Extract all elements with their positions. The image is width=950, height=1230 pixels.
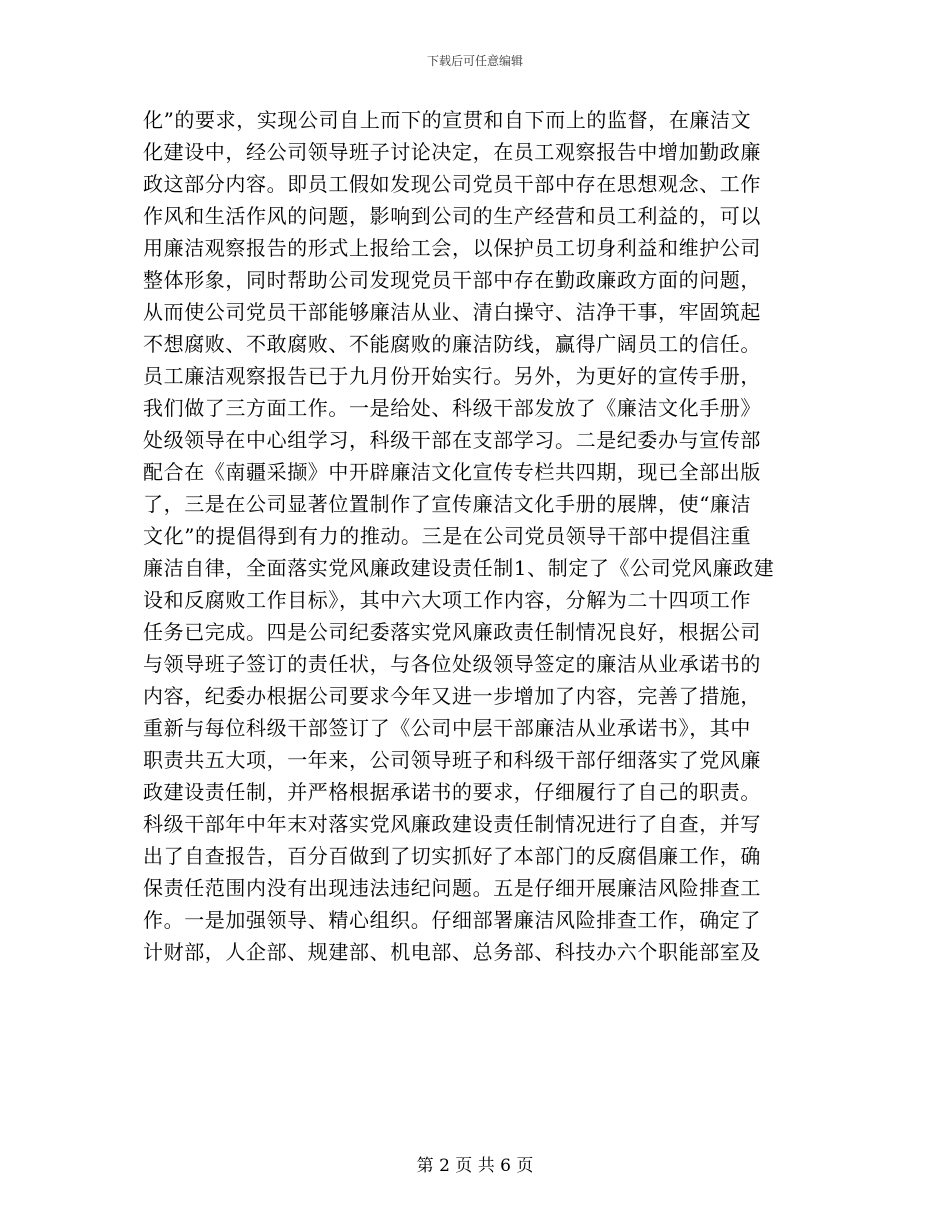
header-note: 下载后可任意编辑: [426, 54, 523, 68]
body-line: 作。一是加强领导、精心组织。仔细部署廉洁风险排查工作，确定了: [143, 908, 761, 932]
body-line: 员工廉洁观察报告已于九月份开始实行。另外，为更好的宣传手册，: [143, 364, 761, 388]
document-body: [143, 104, 813, 968]
body-line: 计财部，人企部、规建部、机电部、总务部、科技办六个职能部室及: [143, 940, 761, 964]
body-line: 配合在《南疆采撷》中开辟廉洁文化宣传专栏共四期，现已全部出版: [143, 460, 761, 484]
body-line: 了，三是在公司显著位置制作了宣传廉洁文化手册的展牌，使“廉洁: [143, 492, 752, 516]
page-number: 第 2 页 共 6 页: [416, 1156, 534, 1176]
body-line: 任务已完成。四是公司纪委落实党风廉政责任制情况良好，根据公司: [143, 620, 761, 644]
body-line: 不想腐败、不敢腐败、不能腐败的廉洁防线，赢得广阔员工的信任。: [143, 332, 761, 356]
body-line: 与领导班子签订的责任状，与各位处级领导签定的廉洁从业承诺书的: [143, 652, 761, 676]
body-line: 重新与每位科级干部签订了《公司中层干部廉洁从业承诺书》，其中: [143, 716, 751, 740]
body-line: 化”的要求，实现公司自上而下的宣贯和自下而上的监督，在廉洁文: [143, 108, 752, 132]
body-line: 设和反腐败工作目标》，其中六大项工作内容，分解为二十四项工作: [143, 588, 751, 612]
body-line: 整体形象，同时帮助公司发现党员干部中存在勤政廉政方面的问题，: [143, 268, 761, 292]
body-line: 廉洁自律，全面落实党风廉政建设责任制1、制定了《公司党风廉政建: [143, 556, 775, 580]
body-line: 内容，纪委办根据公司要求今年又进一步增加了内容，完善了措施，: [143, 684, 761, 708]
body-line: 化建设中，经公司领导班子讨论决定，在员工观察报告中增加勤政廉: [143, 140, 761, 164]
body-line: 科级干部年中年末对落实党风廉政建设责任制情况进行了自查，并写: [143, 812, 761, 836]
body-line: 从而使公司党员干部能够廉洁从业、清白操守、洁净干事，牢固筑起: [143, 300, 761, 324]
body-line: 处级领导在中心组学习，科级干部在支部学习。二是纪委办与宣传部: [143, 428, 761, 452]
body-line: 保责任范围内没有出现违法违纪问题。五是仔细开展廉洁风险排查工: [143, 876, 761, 900]
body-line: 政这部分内容。即员工假如发现公司党员干部中存在思想观念、工作: [143, 172, 761, 196]
body-line: 文化”的提倡得到有力的推动。三是在公司党员领导干部中提倡注重: [143, 524, 752, 548]
body-line: 作风和生活作风的问题，影响到公司的生产经营和员工利益的，可以: [143, 204, 761, 228]
body-line: 用廉洁观察报告的形式上报给工会，以保护员工切身利益和维护公司: [143, 236, 761, 260]
body-line: 出了自查报告，百分百做到了切实抓好了本部门的反腐倡廉工作，确: [143, 844, 761, 868]
body-line: 我们做了三方面工作。一是给处、科级干部发放了《廉洁文化手册》: [143, 396, 761, 420]
body-line: 政建设责任制，并严格根据承诺书的要求，仔细履行了自己的职责。: [143, 780, 761, 804]
body-line: 职责共五大项，一年来，公司领导班子和科级干部仔细落实了党风廉: [143, 748, 761, 772]
